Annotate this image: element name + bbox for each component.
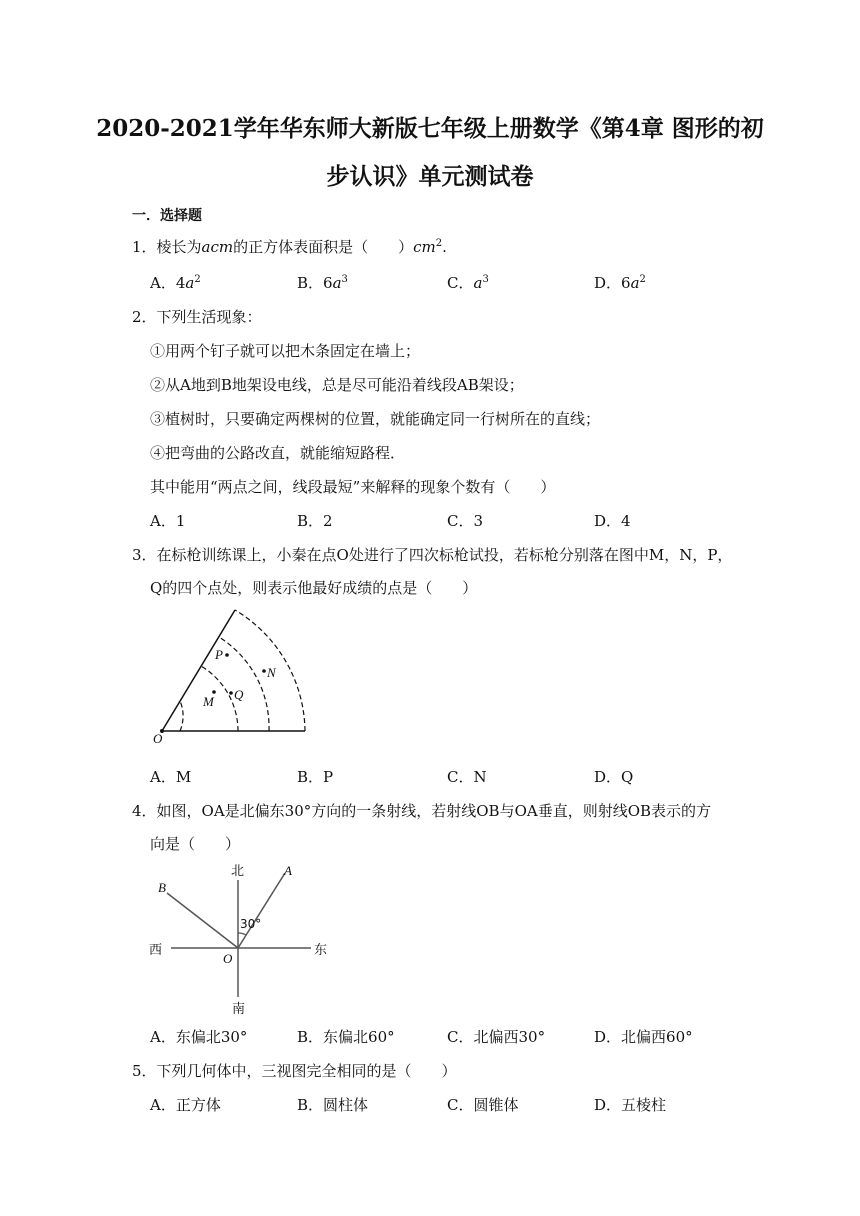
- q2-item-1: ①用两个钉子就可以把木条固定在墙上；: [150, 342, 421, 360]
- q4-label-east: 东: [314, 943, 328, 958]
- q3-stem-line-1: 3．在标枪训练课上，小秦在点O处进行了四次标枪试投，若标枪分别落在图中M，N，P，: [132, 546, 733, 564]
- q4-option-d[interactable]: D．北偏西60°: [594, 1028, 693, 1046]
- q4-label-west: 西: [149, 943, 163, 958]
- q4-label-o: O: [223, 951, 233, 966]
- q1-stem: 1．棱长为acm的正方体表面积是（ ）$cm^2$.: [132, 238, 447, 256]
- q3-option-b[interactable]: B．P: [297, 768, 334, 786]
- title-line-1: 2020-2021学年华东师大新版七年级上册数学《第4章 图形的初: [96, 115, 764, 142]
- q5-option-d[interactable]: D．五棱柱: [594, 1096, 667, 1114]
- q2-option-d[interactable]: D．4: [594, 512, 631, 530]
- q3-label-q: Q: [234, 687, 244, 702]
- q3-label-m: M: [203, 694, 214, 709]
- q2-item-2: ②从A地到B地架设电线，总是尽可能沿着线段AB架设；: [150, 376, 524, 394]
- q1-option-a[interactable]: A．$4a^2$: [150, 274, 201, 292]
- q4-label-north: 北: [231, 864, 245, 879]
- q4-option-b[interactable]: B．东偏北60°: [297, 1028, 395, 1046]
- q5-option-a[interactable]: A．正方体: [150, 1096, 221, 1114]
- q2-question: 其中能用“两点之间，线段最短”来解释的现象个数有（ ）: [150, 478, 556, 496]
- q3-stem-line-2: Q的四个点处，则表示他最好成绩的点是（ ）: [150, 579, 478, 597]
- q3-label-p: P: [215, 647, 223, 662]
- q2-option-b[interactable]: B．2: [297, 512, 333, 530]
- q3-label-n: N: [267, 665, 276, 680]
- q4-option-a[interactable]: A．东偏北30°: [150, 1028, 248, 1046]
- q4-label-b: B: [158, 880, 166, 895]
- q3-option-d[interactable]: D．Q: [594, 768, 634, 786]
- q4-figure: [145, 855, 335, 1020]
- q1-option-c[interactable]: C．$a^3$: [447, 274, 489, 292]
- section-heading: 一．选择题: [132, 208, 202, 224]
- q2-item-4: ④把弯曲的公路改直，就能缩短路程．: [150, 444, 406, 462]
- q4-label-angle: 30°: [240, 917, 262, 931]
- q5-option-b[interactable]: B．圆柱体: [297, 1096, 369, 1114]
- q5-stem: 5．下列几何体中，三视图完全相同的是（ ）: [132, 1062, 457, 1080]
- q3-figure: [145, 605, 315, 750]
- q1-option-d[interactable]: D．$6a^2$: [594, 274, 646, 292]
- q4-stem-line-2: 向是（ ）: [150, 835, 241, 853]
- q4-stem-line-1: 4．如图，OA是北偏东30°方向的一条射线，若射线OB与OA垂直，则射线OB表示的方: [132, 802, 712, 820]
- q1-option-b[interactable]: B．$6a^3$: [297, 274, 348, 292]
- q2-stem: 2．下列生活现象：: [132, 308, 262, 326]
- q2-item-3: ③植树时，只要确定两棵树的位置，就能确定同一行树所在的直线；: [150, 410, 601, 428]
- q5-option-c[interactable]: C．圆锥体: [447, 1096, 519, 1114]
- q3-label-o: O: [153, 731, 163, 746]
- title-line-2: 步认识》单元测试卷: [326, 163, 534, 190]
- q2-option-c[interactable]: C．3: [447, 512, 484, 530]
- q3-option-c[interactable]: C．N: [447, 768, 487, 786]
- q4-label-a: A: [284, 863, 292, 878]
- q3-option-a[interactable]: A．M: [150, 768, 192, 786]
- q4-label-south: 南: [232, 1002, 246, 1017]
- q4-option-c[interactable]: C．北偏西30°: [447, 1028, 546, 1046]
- q2-option-a[interactable]: A．1: [150, 512, 186, 530]
